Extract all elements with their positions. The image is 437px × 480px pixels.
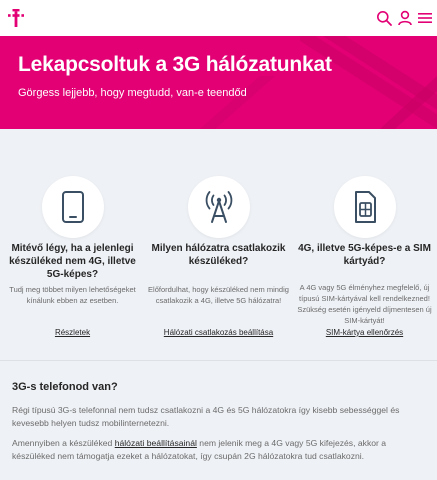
column-description: Tudj meg többet milyen lehetőségeket kínálunk ebben az esetben. xyxy=(9,285,136,305)
section-paragraph-1: Régi típusú 3G-s telefonnal nem tudsz csatlakozni a 4G és 5G hálózatokra így kisebb sebességgel és kevesebb helyen tudsz mobilinternetezni. xyxy=(12,405,400,428)
page-subtitle: Görgess lejjebb, hogy megtudd, van-e teendőd xyxy=(18,87,247,99)
signal-tower-icon xyxy=(201,189,237,225)
top-navigation-bar xyxy=(0,0,437,36)
telekom-t-logo[interactable] xyxy=(8,9,24,27)
page-title: Lekapcsoltuk a 3G hálózatunkat xyxy=(18,53,332,76)
search-icon[interactable] xyxy=(376,10,392,26)
paragraph-text: nem jelenik meg a 4G vagy 5G kifejezés, akkor a készüléked nem támogatja ezeket a hálózatokat, így csupán 2G hálózatokra tud csatlakozni. xyxy=(12,438,387,461)
section-divider xyxy=(0,360,437,361)
section-title: 3G-s telefonod van? xyxy=(12,381,118,393)
column-title: Milyen hálózatra csatlakozik készüléked? xyxy=(151,243,286,267)
paragraph-text: Amennyiben a készüléked xyxy=(12,438,115,448)
column-title: Mitévő légy, ha a jelenlegi készüléked nem 4G, illetve 5G-képes? xyxy=(9,243,136,280)
menu-icon[interactable] xyxy=(417,10,433,26)
column-description: Előfordulhat, hogy készüléked nem mindig csatlakozik a 4G, illetve 5G hálózatra! xyxy=(148,285,289,305)
icon-circle xyxy=(42,176,104,238)
column-title: 4G, illetve 5G-képes-e a SIM kártyád? xyxy=(298,243,431,267)
icon-circle xyxy=(188,176,250,238)
sim-card-icon xyxy=(347,189,383,225)
user-icon[interactable] xyxy=(397,10,413,26)
sim-check-link[interactable]: SIM-kártya ellenőrzés xyxy=(325,328,404,337)
icon-circle xyxy=(334,176,396,238)
section-paragraph-2 xyxy=(12,437,412,463)
hero-banner xyxy=(0,36,437,129)
network-settings-inline-link[interactable]: hálózati beállításainál xyxy=(114,438,197,448)
details-link[interactable]: Részletek xyxy=(54,328,91,337)
hero-background-pattern xyxy=(0,36,437,129)
network-settings-link[interactable]: Hálózati csatlakozás beállítása xyxy=(163,328,274,337)
smartphone-icon xyxy=(55,189,91,225)
column-description: A 4G vagy 5G élményhez megfelelő, új típusú SIM-kártyával kell rendelkezned! Szükség esetén igényeld díjmentesen új SIM-kártyát! xyxy=(297,283,432,325)
